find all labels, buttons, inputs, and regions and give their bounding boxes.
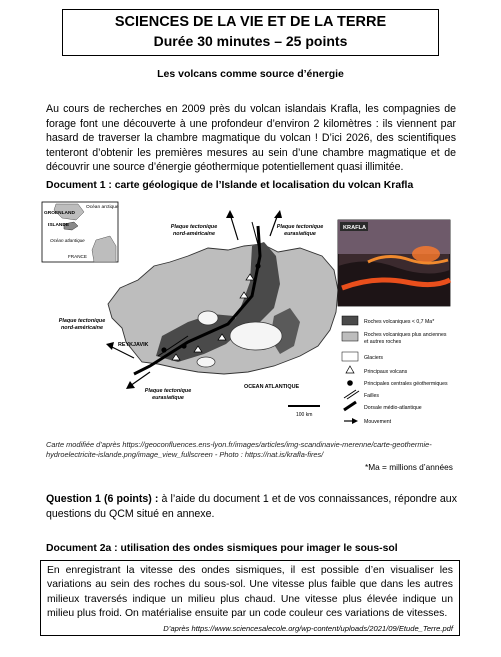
legend-ridge: Dorsale médio-atlantique (364, 405, 422, 411)
movement-arrow-head (274, 210, 282, 218)
label-reykjavik: REYKJAVIK (118, 342, 149, 348)
label-plate-eu-bottom-2: eurasiatique (152, 395, 184, 401)
label-plate-eu-top-2: eurasiatique (284, 231, 316, 237)
inset-label-iceland: ISLANDE (48, 223, 70, 228)
legend-swatch-old-rocks (342, 332, 358, 341)
geothermal-plant-marker (181, 343, 186, 348)
iceland-map-svg (38, 196, 462, 434)
legend-faults: Failles (364, 393, 379, 399)
geothermal-plant-marker (161, 347, 166, 352)
question-1 (46, 492, 457, 521)
legend-volcano-icon (346, 366, 354, 373)
inset-map (42, 202, 119, 262)
legend-swatch-glaciers (342, 352, 358, 361)
iceland-geology-figure (38, 196, 462, 434)
inset-label-greenland: GROENLAND (44, 211, 75, 216)
glacier-myrdals (197, 357, 215, 367)
glacier-vatnajokull (230, 322, 282, 350)
document1-title: Document 1 : carte géologique de l’Islande et localisation du volcan Krafla (46, 180, 414, 191)
question-1-text: à l’aide du document 1 et de vos connaissances, répondre aux questions du QCM situé en annexe. (46, 493, 457, 520)
label-plate-na-top-2: nord-américaine (173, 231, 215, 237)
legend-movement: Mouvement (364, 419, 392, 425)
question-1-label: Question 1 (6 points) : (46, 493, 159, 505)
inset-label-ocean-atlantic: Océan atlantique (50, 238, 85, 243)
legend-geothermal-icon (347, 380, 353, 386)
legend-volcanoes: Principaux volcans (364, 369, 408, 375)
iceland-old-rocks (108, 244, 338, 374)
legend-swatch-young-rocks (342, 316, 358, 325)
label-ocean-atlantique: OCEAN ATLANTIQUE (244, 384, 300, 390)
intro-paragraph: Au cours de recherches en 2009 près du volcan islandais Krafla, les compagnies de forage font une découverte à une profondeur d’environ 2 kilomètres : ils viennent par hasard de traverser la chambre magmatique du volcan ! D’ici 2026, des scientifiques tenteront d’obtenir les premières mesures au sein d’une chambre magmatique et de découvrir une source d’énergie géothermique potentiellement quasi illimitée. (46, 103, 456, 173)
figure-caption: Carte modifiée d’après https://geoconfluences.ens-lyon.fr/images/articles/img-scandinavie-merenne/carte-geothermie-hydroelectricite-islande.png/image_view_fullscreen - Photo : https://nat.is/krafla-fires/ (46, 440, 432, 459)
photo-label-krafla: KRAFLA (343, 225, 366, 231)
legend-old-rocks-1: Roches volcaniques plus anciennes (364, 332, 447, 338)
label-plate-eu-top-1: Plaque tectonique (276, 224, 324, 230)
label-plate-na-top-1: Plaque tectonique (170, 224, 218, 230)
figure-footnote: *Ma = millions d’années (365, 462, 453, 472)
exam-header (62, 9, 439, 56)
scale-label: 100 km (296, 412, 313, 418)
map-legend (342, 316, 448, 425)
inset-label-ocean-arctic: Océan arctique (86, 205, 119, 210)
krafla-photo (338, 220, 450, 306)
legend-ridge-icon (344, 402, 356, 410)
document2a-source: D’après https://www.sciencesalecole.org/wp-content/uploads/2021/09/Etude_Terre.pdf (163, 624, 453, 634)
legend-glaciers: Glaciers (364, 355, 384, 361)
legend-geothermal: Principales centrales géothermiques (364, 381, 448, 387)
geothermal-plant-marker (255, 263, 260, 268)
movement-arrow-head (226, 210, 234, 218)
inset-label-france: FRANCE (68, 254, 87, 259)
label-plate-na-left-1: Plaque tectonique (58, 318, 106, 324)
document2a-title: Document 2a : utilisation des ondes sismiques pour imager le sous-sol (46, 543, 398, 554)
movement-arrow-head (106, 342, 114, 350)
glacier-langjokull (198, 311, 218, 325)
label-plate-eu-bottom-1: Plaque tectonique (144, 388, 192, 394)
exam-duration: Durée 30 minutes – 25 points (153, 33, 348, 49)
exam-title: SCIENCES DE LA VIE ET DE LA TERRE (114, 14, 387, 30)
document2a-body: En enregistrant la vitesse des ondes sismiques, il est possible d’en visualiser les variations au sein des roches du sous-sol. Une vitesse plus faible que dans les autres milieux traversés indique un milieu plus chaud. Une vitesse plus élevée indique un milieu plus froid. On matérialise ensuite par un code couleur ces variations de vitesses. (47, 565, 453, 619)
label-plate-na-left-2: nord-américaine (61, 325, 103, 331)
movement-arrow (130, 372, 150, 386)
section-title: Les volcans comme source d’énergie (157, 68, 344, 80)
legend-young-rocks: Roches volcaniques < 0,7 Ma* (364, 319, 435, 325)
document2a-box (40, 560, 460, 636)
movement-arrow-head (126, 381, 135, 389)
legend-old-rocks-2: et autres roches (364, 339, 402, 345)
